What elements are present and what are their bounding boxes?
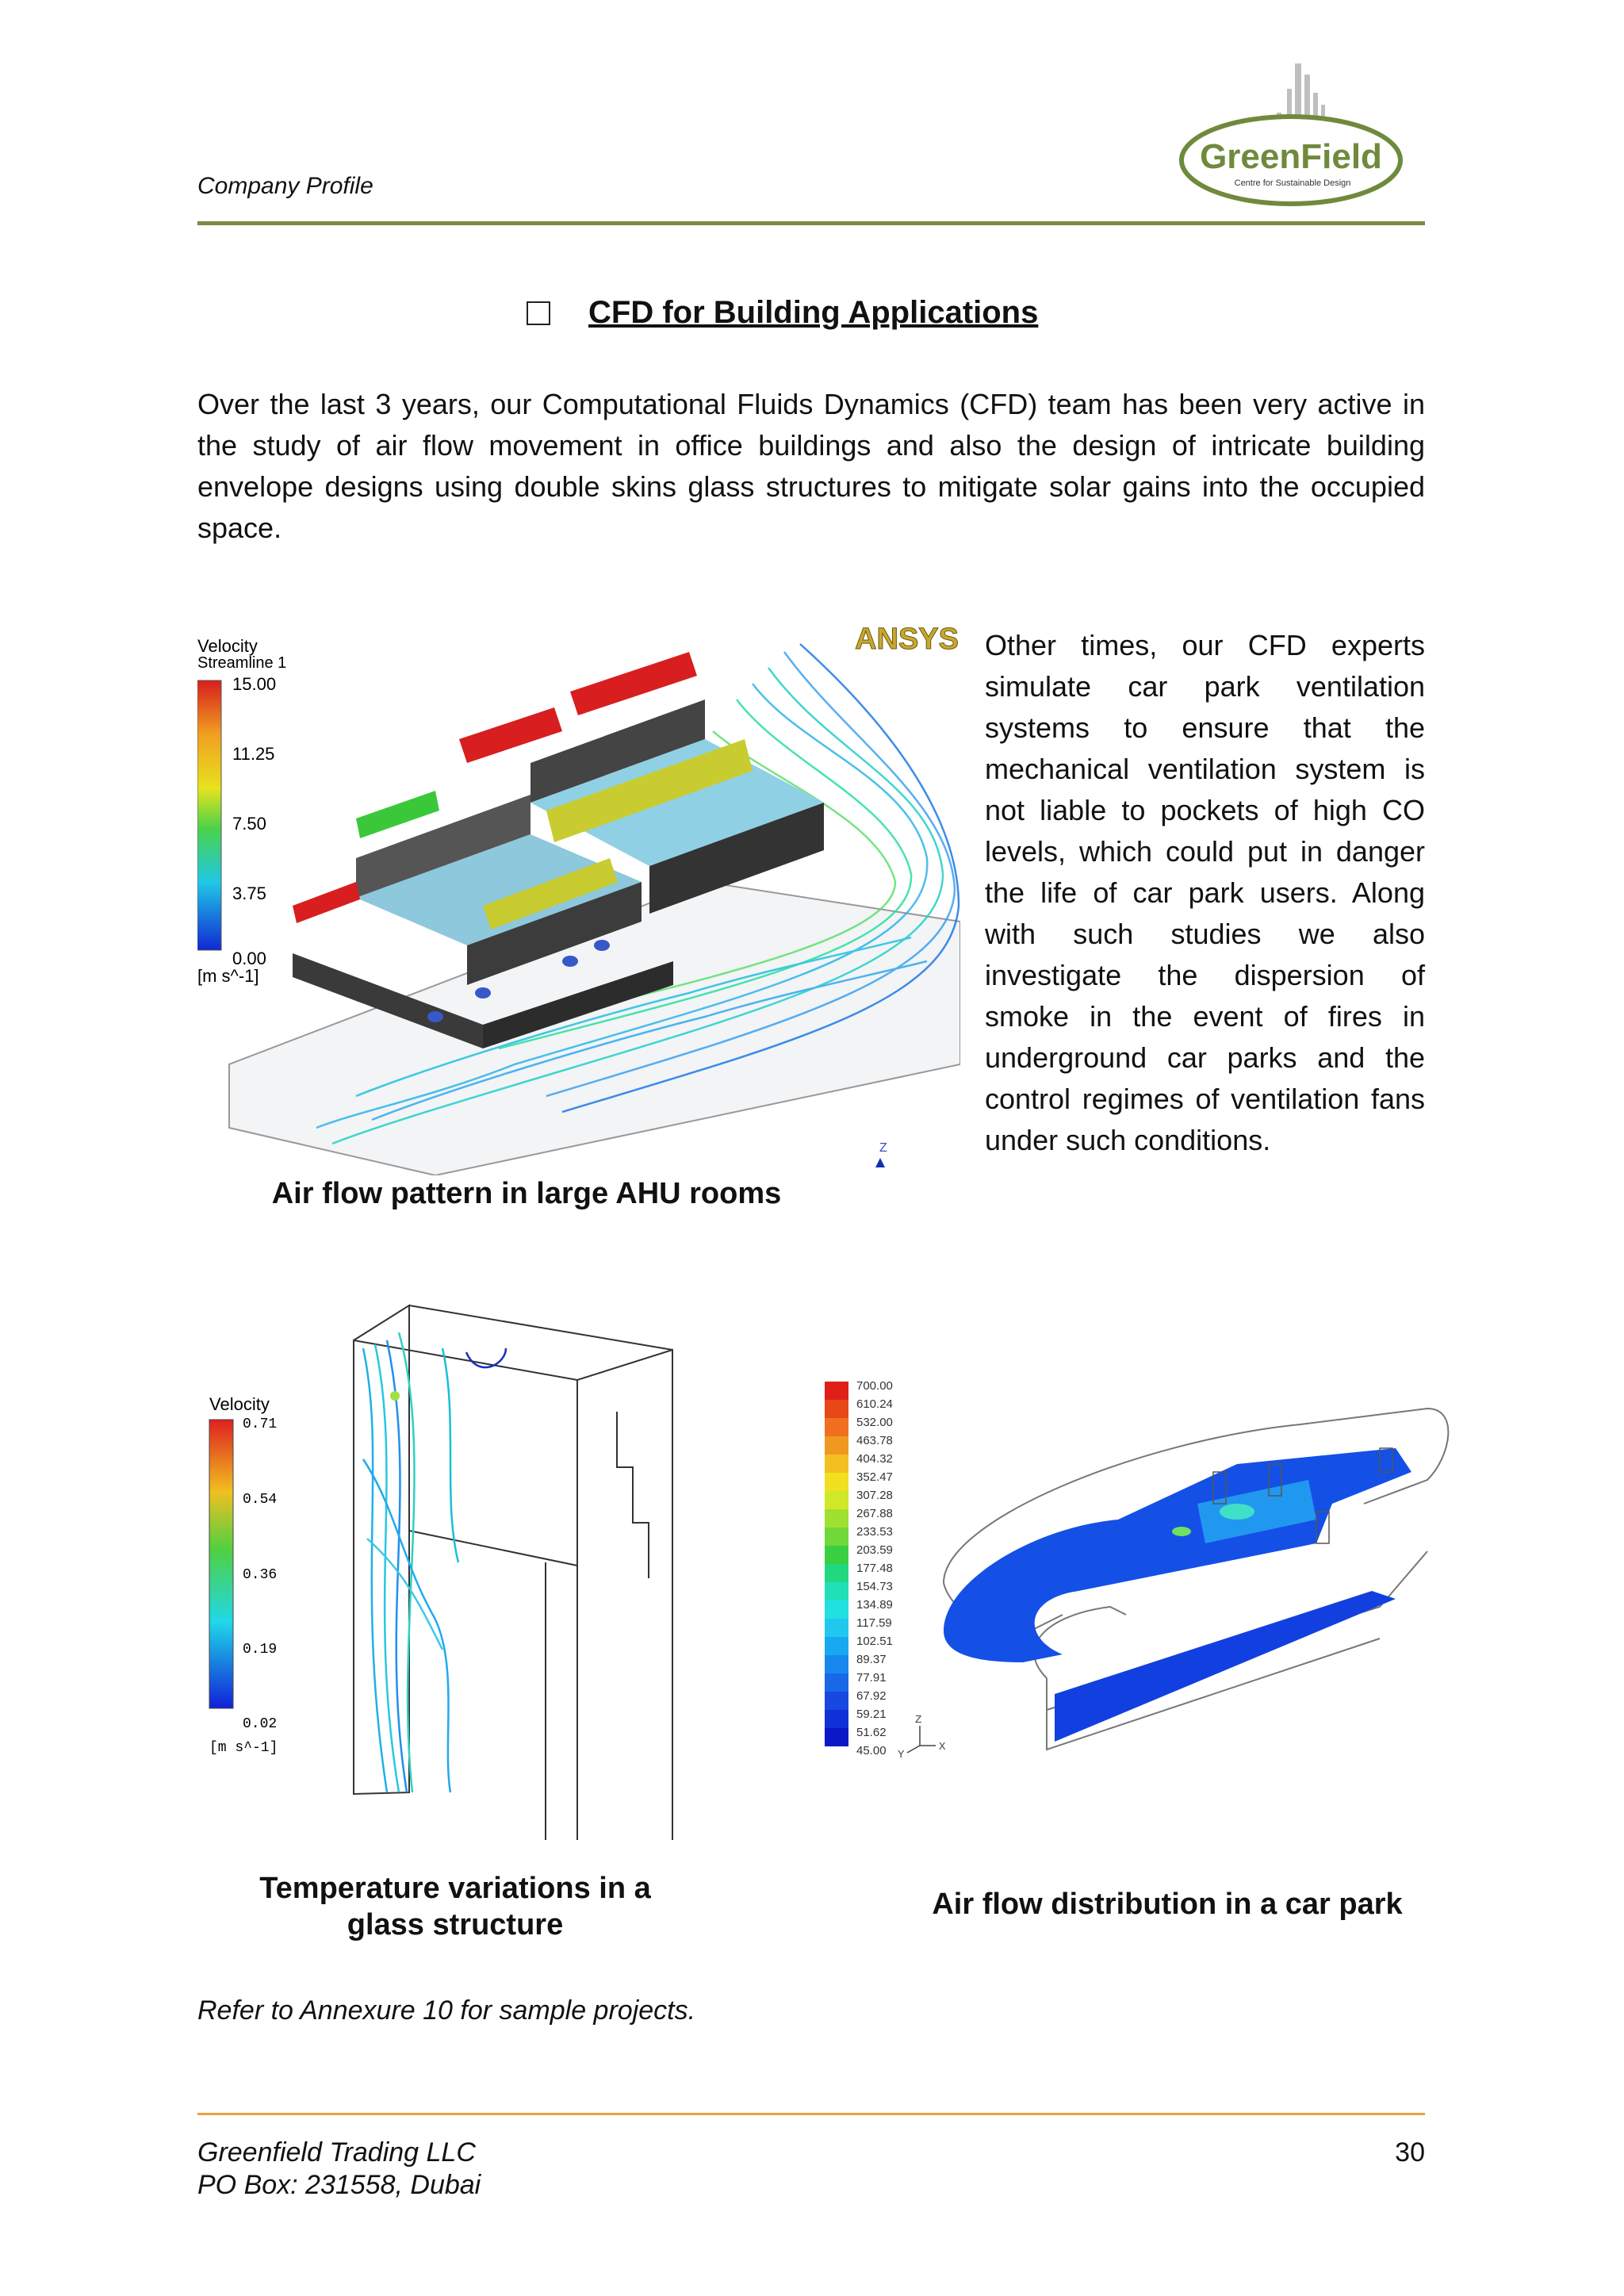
footer-address: PO Box: 231558, Dubai <box>197 2170 481 2200</box>
axis-triad-icon <box>907 1726 936 1753</box>
fig1-legend-unit: [m s^-1] <box>197 966 259 986</box>
fig3-legend-value: 532.00 <box>856 1416 893 1429</box>
fig3-caption: Air flow distribution in a car park <box>932 1888 1403 1921</box>
fig1-legend-value: 11.25 <box>232 744 275 764</box>
fig3-legend-value: 89.37 <box>856 1653 887 1666</box>
fig3-legend-value: 102.51 <box>856 1635 893 1648</box>
logo-name: GreenField <box>1200 137 1382 176</box>
fig3-legend-value: 463.78 <box>856 1434 893 1447</box>
fig3-legend-value: 51.62 <box>856 1726 887 1739</box>
fig2-legend-title: Velocity <box>209 1394 270 1414</box>
intro-paragraph: Over the last 3 years, our Computational Fluids Dynamics (CFD) team has been very active in the study of air flow movement in office buildings and also the design of intricate building envelope designs using double skins glass structures to mitigate solar gains into the occupied space. <box>197 388 1425 544</box>
car-park-slab <box>944 1448 1411 1662</box>
fig3-legend-value: 352.47 <box>856 1470 893 1484</box>
section-heading-row <box>527 295 1038 331</box>
annexure-note: Refer to Annexure 10 for sample projects. <box>197 1995 696 2026</box>
fig3-legend-value: 77.91 <box>856 1671 887 1685</box>
footer-company: Greenfield Trading LLC <box>197 2137 476 2168</box>
fig1-legend-value: 7.50 <box>232 814 266 834</box>
fig2-legend-unit: [m s^-1] <box>209 1740 278 1756</box>
fig3-legend-value: 154.73 <box>856 1580 893 1593</box>
checkbox-glyph <box>527 301 550 325</box>
fig3-legend-value: 203.59 <box>856 1543 893 1557</box>
fig2-caption: Temperature variations in a glass structure <box>259 1872 651 1941</box>
fig3-legend-value: 267.88 <box>856 1507 893 1520</box>
fig3-legend-value: 59.21 <box>856 1708 887 1721</box>
fig1-legend-title: Velocity <box>197 636 258 656</box>
fig3-legend-value: 67.92 <box>856 1689 887 1703</box>
fig2-legend-value: 0.19 <box>243 1642 278 1658</box>
glass-structure-figure <box>205 1301 680 1840</box>
fig1-axis-label: Z <box>879 1141 887 1155</box>
fig3-legend-value: 610.24 <box>856 1397 893 1411</box>
fig3-colorbar <box>825 1382 848 1746</box>
header-rule <box>197 221 1425 225</box>
car-park-figure <box>825 1377 1459 1765</box>
fig3-legend-value: 134.89 <box>856 1598 893 1612</box>
page-number: 30 <box>1395 2137 1425 2168</box>
fig1-colorbar <box>197 680 221 950</box>
fig3-legend-value: 233.53 <box>856 1525 893 1539</box>
fig1-caption: Air flow pattern in large AHU rooms <box>271 1177 782 1210</box>
fig1-legend-value: 15.00 <box>232 674 277 694</box>
fig3-legend-value: 700.00 <box>856 1379 893 1393</box>
fig1-legend-value: 3.75 <box>232 884 266 903</box>
fig3-legend-value: 45.00 <box>856 1744 887 1757</box>
fig3-axis-label: X <box>939 1741 946 1754</box>
greenfield-logo <box>1174 57 1408 208</box>
fig1-legend-value: 0.00 <box>232 949 266 968</box>
fig2-legend-value: 0.02 <box>243 1716 278 1732</box>
section-heading: CFD for Building Applications <box>588 295 1039 330</box>
footer-rule <box>197 2113 1425 2115</box>
fig2-colorbar <box>209 1420 233 1708</box>
fig3-legend-value: 307.28 <box>856 1489 893 1502</box>
fig3-legend-value: 117.59 <box>856 1616 892 1630</box>
logo-tagline: Centre for Sustainable Design <box>1234 178 1351 188</box>
ahu-streamline-figure <box>197 620 960 1175</box>
ansys-watermark: ANSYS <box>855 623 959 656</box>
fig3-legend-value: 177.48 <box>856 1562 893 1575</box>
fig2-legend-value: 0.36 <box>243 1567 278 1583</box>
header-label: Company Profile <box>197 173 373 199</box>
fig2-legend-value: 0.54 <box>243 1492 278 1508</box>
fig3-axis-label: Y <box>898 1749 905 1761</box>
fig1-legend-subtitle: Streamline 1 <box>197 654 287 672</box>
fig3-axis-label: Z <box>915 1714 922 1727</box>
fig2-legend-value: 0.71 <box>243 1416 278 1432</box>
fig3-legend-value: 404.32 <box>856 1452 893 1466</box>
car-park-paragraph: Other times, our CFD experts simulate car park ventilation systems to ensure that the mechanical ventilation system is not liable to pockets of high CO levels, which could put in danger the life of car park users. Along with such studies we also investigate the dispersion of smoke in the event of fires in underground car parks and the control regimes of ventilation fans under such conditions. <box>985 629 1425 1156</box>
